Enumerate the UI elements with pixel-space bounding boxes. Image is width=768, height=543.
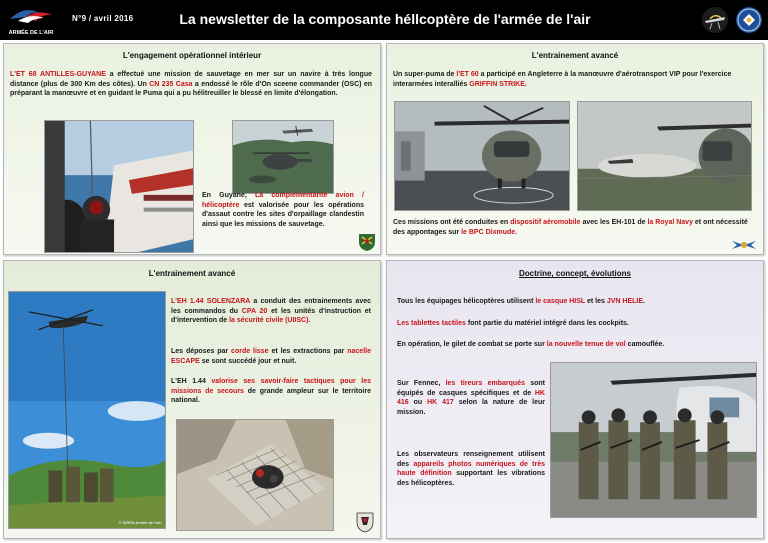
article-text-savoir-faire: L'EH 1.44 valorise ses savoir-faire tactiques pour les missions de secours de grande ampleur sur le territoire national. bbox=[171, 378, 371, 405]
panel-title: L'entrainement avancé bbox=[531, 51, 619, 60]
air-force-roundel-badge-icon bbox=[734, 5, 764, 35]
fennec-crew-photo bbox=[550, 362, 757, 518]
newsletter-title: La newsletter de la composante héllcoptère de l'armée de l'air bbox=[179, 11, 591, 27]
article-text-casque: Tous les équipages hélicoptères utilisent le casque HISL et les JVN HELIE. bbox=[397, 298, 645, 305]
unit-crest-icon-2 bbox=[355, 511, 375, 533]
helicopter-rope-drop-photo bbox=[8, 291, 166, 529]
article-text-deposes: Les déposes par corde lisse et les extractions par nacelle ESCAPE se sont succédé jour et nuit. bbox=[171, 348, 371, 365]
panel-title: L'entrainement avancé bbox=[148, 269, 236, 278]
issue-number: N°9 / avril 2016 bbox=[72, 14, 134, 23]
header-banner bbox=[0, 0, 768, 40]
super-puma-deck-photo bbox=[394, 101, 570, 211]
helicopters-landing-zone-photo bbox=[577, 101, 752, 211]
helicopter-squadron-badge-icon bbox=[700, 5, 730, 35]
article-text: L'ET 68 ANTILLES-GUYANE a effectué une mission de sauvetage en mer sur un navire à très longue distance (plus de 300 Km des côtes). Un CN 235 Casa a endossé le rôle d'On sceene commander (OSC) en préparant la manœuvre et en guidant le Puma qui a pu hélitreuiller le blessé en limite d'élongation. bbox=[10, 71, 373, 98]
article-text-dispositif: Ces missions ont été conduites en dispositif aéromobile avec les EH-101 de la Royal Navy et ont nécessité des appontages sur le BPC Dixmude. bbox=[393, 219, 748, 236]
panel-entrainement-avance-2 bbox=[3, 260, 381, 539]
panel-title: L'engagement opérationnel intérieur bbox=[122, 51, 262, 60]
article-text-gilet: En opération, le gilet de combat se porte sur la nouvelle tenue de vol camouflée. bbox=[397, 341, 665, 348]
article-text-fennec: Sur Fennec, les tireurs embarqués sont équipés de casques spécifiques et de HK 416 ou HK 417 selon la nature de leur mission. bbox=[397, 380, 545, 416]
article-text-guyane: En Guyane, La complémentarité avion / hélicoptère est valorisée pour les opérations d'assaut contre les sites d'orpaillage clandestin ainsi que les missions de sauvetage. bbox=[202, 192, 364, 228]
logo-text: ARMÉE DE L'AIR bbox=[8, 30, 54, 36]
article-text-solenzara: L'EH 1.44 SOLENZARA a conduit des entrainements avec les commandos du CPA 20 et les unités d'instruction et d'intervention de la sécurité civile (UIISC). bbox=[171, 298, 371, 325]
panel-doctrine-concept bbox=[386, 260, 764, 539]
photo-credit: © SIRPA Armée de l'air bbox=[118, 520, 162, 526]
unit-crest-icon bbox=[356, 232, 378, 252]
article-text: Un super-puma de l'ET 60 a participé en Angleterre à la manœuvre d'aérotransport VIP pour l'exercice interarmées interalliés GRIFFIN STRIKE. bbox=[393, 71, 732, 88]
article-text-tablettes: Les tablettes tactiles font partie du matériel intégré dans les cockpits. bbox=[397, 320, 629, 327]
rescue-hoist-photo bbox=[44, 120, 194, 253]
panel-title: Doctrine, concept, évolutions bbox=[518, 269, 631, 278]
armee-de-l-air-logo bbox=[4, 3, 58, 37]
article-text-observateurs: Les observateurs renseignement utilisent des appareils photos numériques de très haute définition supportant les vibrations des hélicoptères. bbox=[397, 451, 546, 487]
panel-entrainement-avance-1 bbox=[386, 43, 764, 255]
escape-net-extraction-photo bbox=[176, 419, 334, 531]
casa-and-puma-photo bbox=[232, 120, 334, 194]
panel-engagement-interieur bbox=[3, 43, 381, 255]
wings-insignia-icon bbox=[731, 238, 757, 252]
